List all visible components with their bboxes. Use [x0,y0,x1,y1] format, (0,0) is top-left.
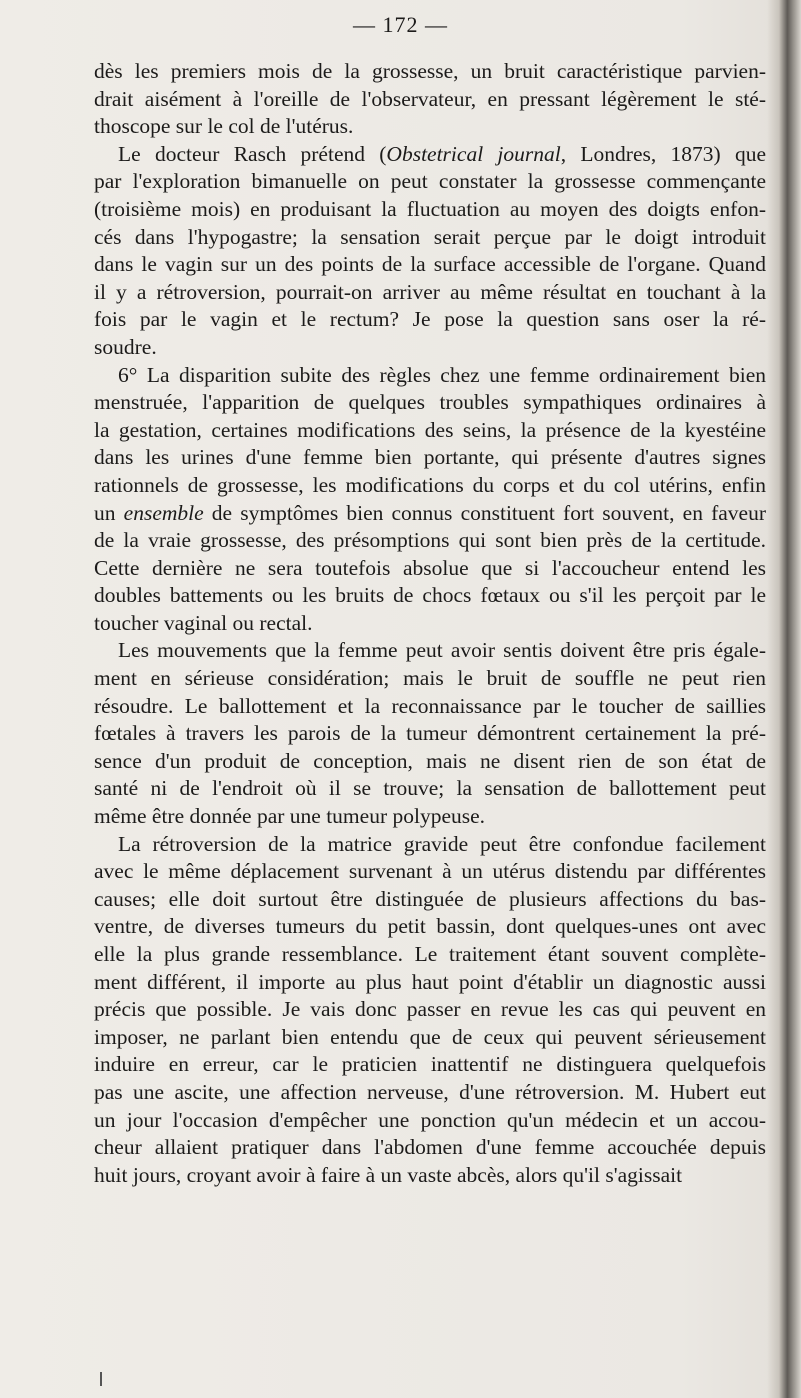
text-line: toucher vaginal ou rectal. [94,610,313,635]
page-number: — 172 — [353,12,448,37]
text-line: dans le vagin sur un des points de la surface accessible de l'organe. Quand [94,252,766,277]
text-line: doubles battements ou les bruits de chocs fœtaux ou s'il les perçoit par le [94,583,766,608]
text-line: huit jours, croyant avoir à faire à un vaste abcès, alors qu'il s'agissait [94,1162,683,1187]
text-line: 6° La disparition subite des règles chez une femme ordinairement bien [118,362,766,387]
paragraph [94,831,766,1190]
text-line: drait aisément à l'oreille de l'observateur, en pressant légèrement le sté- [94,86,766,111]
text-line: Cette dernière ne sera toutefois absolue que si l'accoucheur entend les [94,555,766,580]
text-line: soudre. [94,334,157,359]
text-line: résoudre. Le ballottement et la reconnaissance par le toucher de saillies [94,693,766,718]
text-line: un ensemble de symptômes bien connus constituent fort souvent, en faveur [94,500,767,525]
text-line: par l'exploration bimanuelle on peut constater la grossesse commençante [94,169,766,194]
text-line: fœtales à travers les parois de la tumeur démontrent certainement la pré- [94,721,766,746]
page-spine-shadow [767,0,801,1398]
text-line: (troisième mois) en produisant la fluctuation au moyen des doigts enfon- [94,196,766,221]
text-line: induire en erreur, car le praticien inattentif ne distinguera quelquefois [94,1052,766,1077]
text-line: cheur allaient pratiquer dans l'abdomen d'une femme accouchée depuis [94,1135,766,1160]
text-line: même être donnée par une tumeur polypeuse. [94,804,486,829]
text-line: il y a rétroversion, pourrait-on arriver au même résultat en touchant à la [94,279,766,304]
text-line: précis que possible. Je vais donc passer en revue les cas qui peuvent en [94,997,766,1022]
text-line: Le docteur Rasch prétend (Obstetrical journal, Londres, 1873) que [118,141,766,166]
body-text [94,58,766,1189]
text-line: de la vraie grossesse, des présomptions qui sont bien près de la certitude. [94,528,766,553]
paragraph [94,637,766,830]
text-line: ventre, de diverses tumeurs du petit bassin, dont quelques-unes ont avec [94,914,766,939]
paragraph [94,58,766,141]
text-line: dès les premiers mois de la grossesse, un bruit caractéristique parvien- [94,59,766,83]
text-line: elle la plus grande ressemblance. Le traitement étant souvent complète- [94,942,766,966]
text-line: la gestation, certaines modifications des seins, la présence de la kyestéine [94,417,766,442]
text-line: santé ni de l'endroit où il se trouve; la sensation de ballottement peut [94,776,766,801]
text-line: avec le même déplacement survenant à un utérus distendu par différentes [94,859,766,884]
text-line: La rétroversion de la matrice gravide peut être confondue facilement [118,831,766,856]
printer-mark [100,1372,102,1386]
text-line: ment en sérieuse considération; mais le bruit de souffle ne peut rien [94,666,766,691]
text-line: menstruée, l'apparition de quelques troubles sympathiques ordinaires à [94,390,766,415]
text-line: sence d'un produit de conception, mais ne disent rien de son état de [94,748,766,773]
text-line: Les mouvements que la femme peut avoir sentis doivent être pris égale- [118,638,766,663]
text-line: imposer, ne parlant bien entendu que de ceux qui peuvent sérieusement [94,1024,766,1049]
text-line: cés dans l'hypogastre; la sensation serait perçue par le doigt introduit [94,224,766,249]
text-line: thoscope sur le col de l'utérus. [94,114,354,139]
text-line: pas une ascite, une affection nerveuse, d'une rétroversion. M. Hubert eut [94,1079,766,1104]
text-line: fois par le vagin et le rectum? Je pose la question sans oser la ré- [94,307,766,332]
paragraph [94,362,766,638]
text-line: ment différent, il importe au plus haut point d'établir un diagnostic aussi [94,969,766,994]
text-line: rationnels de grossesse, les modifications du corps et du col utérins, enfin [94,472,766,497]
text-line: causes; elle doit surtout être distinguée de plusieurs affections du bas- [94,886,766,911]
text-line: un jour l'occasion d'empêcher une ponction qu'un médecin et un accou- [94,1107,766,1132]
paragraph [94,141,766,362]
text-line: dans les urines d'une femme bien portante, qui présente d'autres signes [94,445,766,470]
